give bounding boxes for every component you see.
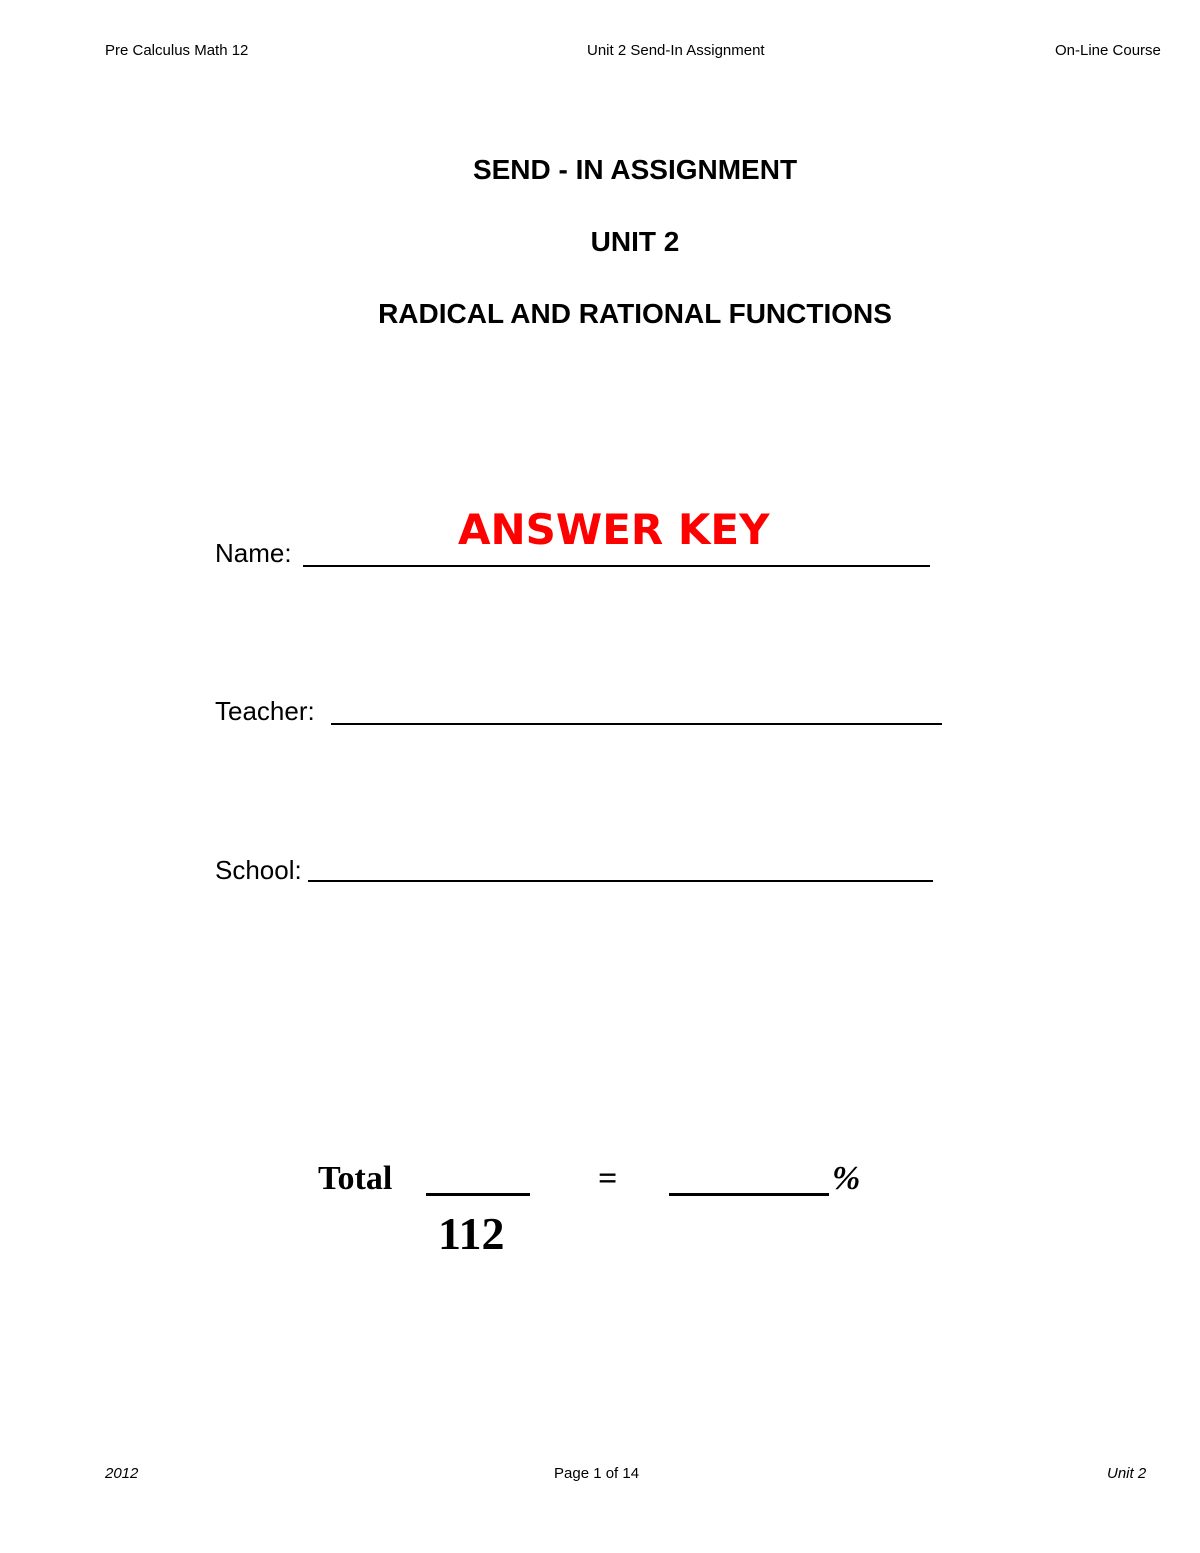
score-denominator: 112 (438, 1208, 505, 1259)
name-label: Name: (215, 538, 292, 568)
footer-year: 2012 (105, 1465, 139, 1482)
teacher-line[interactable] (331, 723, 942, 725)
footer-unit: Unit 2 (1107, 1465, 1147, 1482)
title-topic: RADICAL AND RATIONAL FUNCTIONS (378, 298, 892, 329)
percent-line[interactable] (669, 1193, 829, 1196)
percent-sign: % (832, 1160, 861, 1197)
score-numerator-line[interactable] (426, 1193, 530, 1196)
school-label: School: (215, 855, 302, 885)
header-assignment-title: Unit 2 Send-In Assignment (587, 42, 765, 59)
header-course-type: On-Line Course (1055, 42, 1161, 59)
title-unit: UNIT 2 (590, 226, 680, 257)
equals-sign: = (598, 1160, 618, 1197)
title-send-in-assignment: SEND - IN ASSIGNMENT (472, 154, 798, 185)
answer-key-stamp: ANSWER KEY (458, 505, 770, 554)
name-line[interactable] (303, 565, 930, 567)
teacher-label: Teacher: (215, 696, 315, 726)
footer-page-number: Page 1 of 14 (554, 1465, 640, 1482)
school-line[interactable] (308, 880, 933, 882)
total-label: Total (318, 1160, 393, 1197)
header-course-name: Pre Calculus Math 12 (105, 42, 249, 59)
